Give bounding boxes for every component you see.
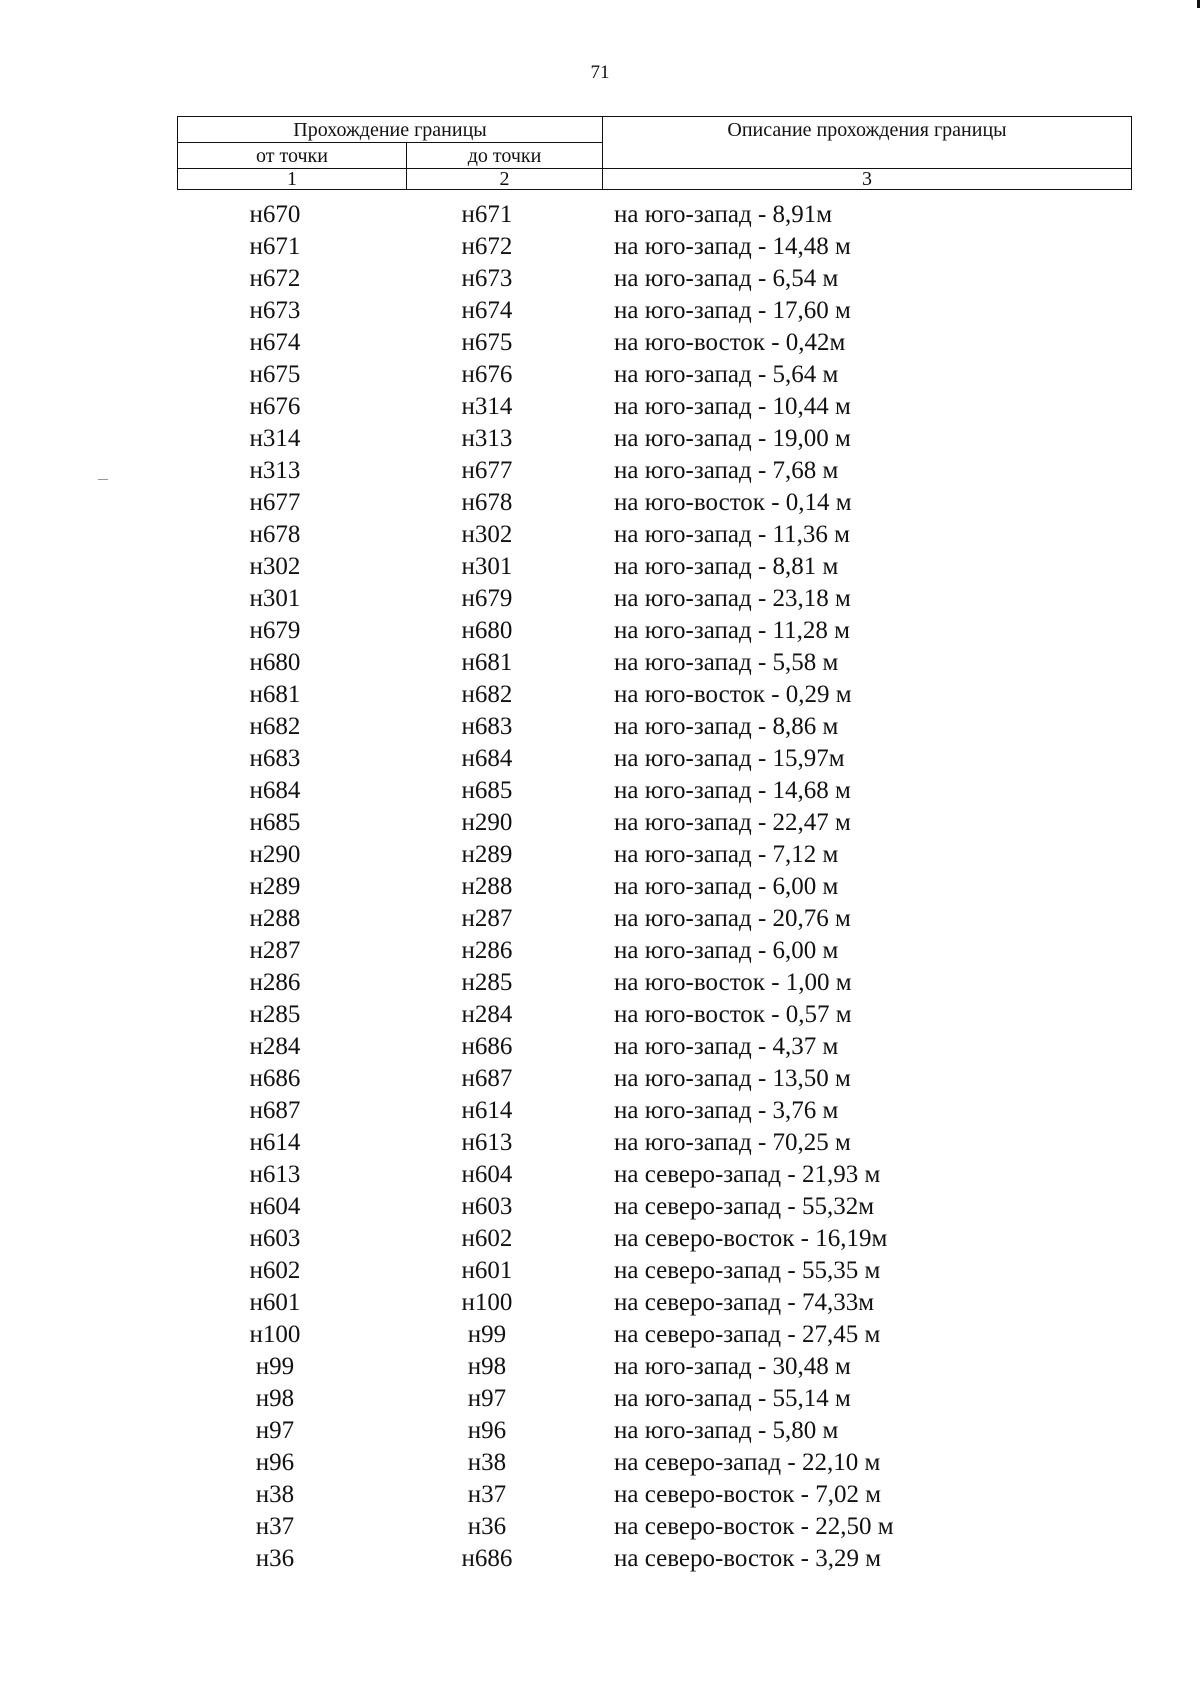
to-point: н36 [467,1513,507,1540]
table-row [0,1543,1200,1575]
boundary-description: на юго-запад - 14,68 м [614,777,851,804]
boundary-description: на юго-запад - 6,54 м [614,265,839,292]
from-point: н99 [255,1353,295,1380]
to-point: н100 [461,1289,513,1316]
from-point: н678 [249,521,301,548]
table-row [0,391,1200,423]
from-point: н38 [255,1481,295,1508]
from-point: н36 [255,1545,295,1572]
page-number: 71 [590,62,610,83]
boundary-description: на юго-восток - 1,00 м [614,969,852,996]
table-row [0,871,1200,903]
boundary-description: на юго-запад - 70,25 м [614,1129,851,1156]
to-point: н683 [461,713,513,740]
table-row [0,711,1200,743]
to-point: н671 [461,201,513,228]
from-point: н672 [249,265,301,292]
to-point: н677 [461,457,513,484]
table-row [0,455,1200,487]
to-point: н98 [467,1353,507,1380]
boundary-description: на юго-запад - 8,86 м [614,713,839,740]
boundary-description: на северо-восток - 22,50 м [614,1513,894,1540]
table-row [0,1447,1200,1479]
boundary-description: на юго-запад - 5,58 м [614,649,839,676]
to-point: н675 [461,329,513,356]
table-row [0,647,1200,679]
boundary-description: на северо-запад - 55,32м [614,1193,875,1220]
header-description-label: Описание прохождения границы [603,117,1132,169]
table-row [0,775,1200,807]
from-point: н97 [255,1417,295,1444]
from-point: н289 [249,873,301,900]
from-point: н679 [249,617,301,644]
from-point: н670 [249,201,301,228]
to-point: н286 [461,937,513,964]
table-row [0,1511,1200,1543]
to-point: н604 [461,1161,513,1188]
to-point: н290 [461,809,513,836]
boundary-description: на юго-запад - 11,36 м [614,521,850,548]
to-point: н289 [461,841,513,868]
table-row [0,583,1200,615]
boundary-description: на юго-запад - 13,50 м [614,1065,851,1092]
from-point: н313 [249,457,301,484]
to-point: н99 [467,1321,507,1348]
from-point: н601 [249,1289,301,1316]
table-row [0,1223,1200,1255]
boundary-description: на юго-восток - 0,14 м [614,489,852,516]
header-group-label: Прохождение границы [178,117,603,143]
to-point: н687 [461,1065,513,1092]
from-point: н288 [249,905,301,932]
table-row [0,1031,1200,1063]
from-point: н302 [249,553,301,580]
table-row [0,1383,1200,1415]
to-point: н674 [461,297,513,324]
from-point: н676 [249,393,301,420]
boundary-description: на северо-запад - 27,45 м [614,1321,881,1348]
to-point: н681 [461,649,513,676]
boundary-description: на юго-запад - 6,00 м [614,873,839,900]
table-row [0,295,1200,327]
to-point: н285 [461,969,513,996]
boundary-description: на юго-запад - 8,91м [614,201,833,228]
boundary-description: на юго-запад - 10,44 м [614,393,851,420]
table-row [0,935,1200,967]
table-row [0,423,1200,455]
from-point: н681 [249,681,301,708]
boundary-description: на юго-запад - 23,18 м [614,585,851,612]
from-point: н602 [249,1257,301,1284]
boundary-description: на северо-запад - 22,10 м [614,1449,881,1476]
boundary-description: на северо-восток - 16,19м [614,1225,888,1252]
to-point: н614 [461,1097,513,1124]
table-row [0,743,1200,775]
to-point: н314 [461,393,513,420]
boundary-description: на юго-восток - 0,57 м [614,1001,852,1028]
from-point: н684 [249,777,301,804]
table-row [0,263,1200,295]
table-row [0,1479,1200,1511]
boundary-description: на юго-запад - 22,47 м [614,809,851,836]
boundary-description: на северо-восток - 3,29 м [614,1545,882,1572]
to-point: н37 [467,1481,507,1508]
to-point: н672 [461,233,513,260]
boundary-description: на юго-запад - 55,14 м [614,1385,851,1412]
boundary-description: на юго-запад - 19,00 м [614,425,851,452]
from-point: н604 [249,1193,301,1220]
from-point: н685 [249,809,301,836]
table-row [0,487,1200,519]
boundary-description: на юго-запад - 7,12 м [614,841,839,868]
table-row [0,1095,1200,1127]
from-point: н98 [255,1385,295,1412]
from-point: н301 [249,585,301,612]
to-point: н613 [461,1129,513,1156]
boundary-description: на юго-запад - 15,97м [614,745,845,772]
boundary-description: на юго-запад - 30,48 м [614,1353,851,1380]
to-point: н302 [461,521,513,548]
table-row [0,1415,1200,1447]
table-row [0,1127,1200,1159]
table-row [0,807,1200,839]
to-point: н602 [461,1225,513,1252]
to-point: н679 [461,585,513,612]
from-point: н675 [249,361,301,388]
to-point: н284 [461,1001,513,1028]
boundary-description: на юго-запад - 17,60 м [614,297,851,324]
table-row [0,551,1200,583]
from-point: н614 [249,1129,301,1156]
header-col3-number: 3 [603,169,1132,190]
from-point: н683 [249,745,301,772]
from-point: н314 [249,425,301,452]
boundary-description: на северо-запад - 74,33м [614,1289,875,1316]
boundary-description: на юго-запад - 4,37 м [614,1033,839,1060]
boundary-description: на юго-запад - 8,81 м [614,553,839,580]
from-point: н680 [249,649,301,676]
to-point: н38 [467,1449,507,1476]
table-row [0,967,1200,999]
table-row [0,199,1200,231]
header-col1-number: 1 [178,169,407,190]
table-row [0,903,1200,935]
boundary-description: на юго-запад - 14,48 м [614,233,851,260]
to-point: н288 [461,873,513,900]
table-row [0,1063,1200,1095]
to-point: н301 [461,553,513,580]
to-point: н685 [461,777,513,804]
to-point: н313 [461,425,513,452]
table-row [0,1319,1200,1351]
boundary-rows [0,199,1200,1575]
from-point: н673 [249,297,301,324]
from-point: н613 [249,1161,301,1188]
boundary-description: на юго-запад - 3,76 м [614,1097,839,1124]
from-point: н37 [255,1513,295,1540]
table-row [0,839,1200,871]
to-point: н601 [461,1257,513,1284]
from-point: н286 [249,969,301,996]
boundary-description: на юго-запад - 6,00 м [614,937,839,964]
boundary-description: на юго-запад - 5,80 м [614,1417,839,1444]
to-point: н97 [467,1385,507,1412]
from-point: н687 [249,1097,301,1124]
table-row [0,359,1200,391]
to-point: н603 [461,1193,513,1220]
from-point: н682 [249,713,301,740]
to-point: н686 [461,1545,513,1572]
from-point: н284 [249,1033,301,1060]
boundary-description: на северо-восток - 7,02 м [614,1481,882,1508]
table-row [0,1159,1200,1191]
from-point: н100 [249,1321,301,1348]
table-row [0,615,1200,647]
table-row [0,519,1200,551]
boundary-description: на юго-восток - 0,29 м [614,681,852,708]
boundary-description: на юго-запад - 5,64 м [614,361,839,388]
to-point: н96 [467,1417,507,1444]
to-point: н680 [461,617,513,644]
table-row [0,1351,1200,1383]
boundary-description: на юго-восток - 0,42м [614,329,846,356]
header-to-label: до точки [407,143,603,169]
table-row [0,327,1200,359]
to-point: н673 [461,265,513,292]
to-point: н676 [461,361,513,388]
from-point: н285 [249,1001,301,1028]
to-point: н684 [461,745,513,772]
boundary-description: на северо-запад - 55,35 м [614,1257,881,1284]
header-from-label: от точки [178,143,407,169]
boundary-description: на юго-запад - 7,68 м [614,457,839,484]
table-row [0,1287,1200,1319]
table-row [0,1191,1200,1223]
from-point: н677 [249,489,301,516]
to-point: н682 [461,681,513,708]
from-point: н686 [249,1065,301,1092]
table-row [0,231,1200,263]
to-point: н678 [461,489,513,516]
from-point: н671 [249,233,301,260]
from-point: н603 [249,1225,301,1252]
boundary-description: на юго-запад - 11,28 м [614,617,850,644]
from-point: н96 [255,1449,295,1476]
boundary-table-header [177,116,1132,190]
boundary-description: на северо-запад - 21,93 м [614,1161,881,1188]
table-row [0,1255,1200,1287]
from-point: н290 [249,841,301,868]
to-point: н686 [461,1033,513,1060]
from-point: н287 [249,937,301,964]
header-col2-number: 2 [407,169,603,190]
table-row [0,679,1200,711]
table-row [0,999,1200,1031]
to-point: н287 [461,905,513,932]
boundary-description: на юго-запад - 20,76 м [614,905,851,932]
from-point: н674 [249,329,301,356]
